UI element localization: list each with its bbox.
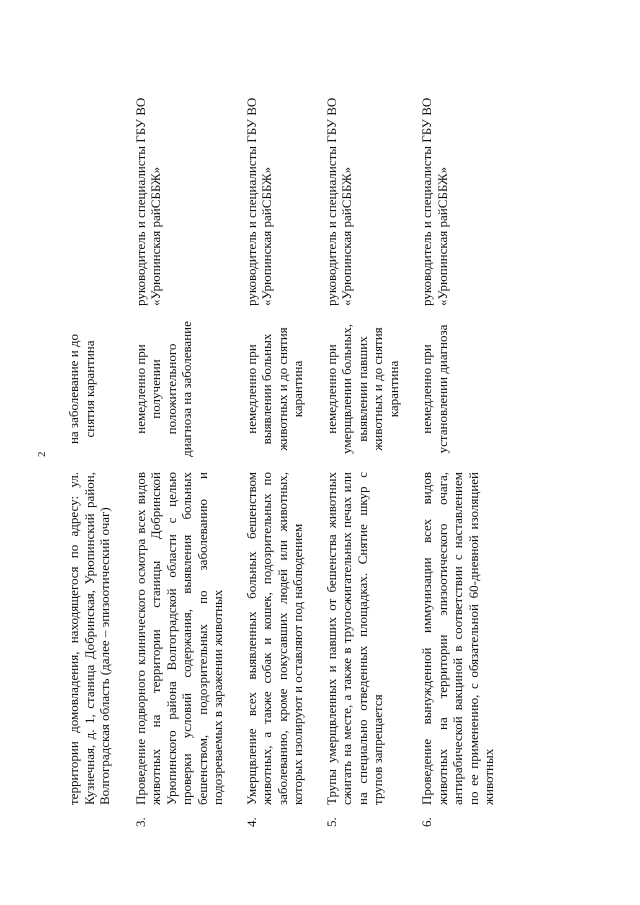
measure-responsible [66, 67, 133, 310]
row-number: 6. [419, 817, 434, 827]
row-number: 5. [323, 817, 339, 827]
measure-responsible: руководитель и специалисты ГБУ ВО «Урюпинская райСББЖ» [419, 97, 450, 306]
table-row [133, 67, 244, 827]
table-row [324, 67, 420, 827]
measure-term: немедленно при получении положительного диагноза на заболевание [132, 321, 194, 457]
row-number: 4. [243, 817, 259, 827]
measure-term: немедленно при умерщвлении больных, выявлении павших животных и до снятия карантина [323, 324, 401, 454]
measure-description: Умерщвление всех выявленных больных бешенством животных, а также собак и кошек, подозрительных по заболеванию, кроме покусавших людей или животных, которых изолируют и оставляют под наблюдением [243, 472, 305, 805]
table-row [419, 67, 515, 827]
measure-description: территории домовладения, находящегося по адресу: ул. Кузнечная, д. 1, станица Добринская, Урюпинский район, Волгоградская область (далее – эпизоотический очаг) [66, 472, 112, 805]
measure-description: Проведение подворного клинического осмотра всех видов животных на территории станицы Добринской Урюпинского района Волгоградской области с целью проверки условий содержания, выявления больных бешенством, подозрительных по заболеванию и подозреваемых в заражении животных [132, 472, 225, 805]
measure-term: немедленно при установлении диагноза [419, 324, 450, 454]
measure-term: немедленно при выявлении больных животных и до снятия карантина [243, 327, 305, 451]
measure-responsible: руководитель и специалисты ГБУ ВО «Урюпинская райСББЖ» [243, 97, 274, 306]
measure-term: на заболевание и до снятия карантина [66, 333, 97, 445]
measure-description: Проведение вынужденной иммунизации всех видов животных на территории эпизоотического очага, антирабической вакциной в соответствии с наставлением по ее применению, с обязательной 60-дневной изоляцией животных [419, 472, 496, 805]
measures-table [66, 67, 515, 827]
page-number: 2 [36, 451, 48, 457]
measure-responsible: руководитель и специалисты ГБУ ВО «Урюпинская райСББЖ» [132, 97, 163, 306]
measure-description: Трупы умерщвленных и павших от бешенства животных сжигать на месте, а также в трупосжигательных печах или на специально отведенных площадках. Снятие шкур с трупов запрещается [323, 472, 385, 805]
measure-responsible: руководитель и специалисты ГБУ ВО «Урюпинская райСББЖ» [323, 97, 354, 306]
table-row-continuation [66, 67, 133, 827]
row-number [66, 805, 133, 827]
row-number: 3. [132, 817, 148, 827]
table-row [244, 67, 324, 827]
